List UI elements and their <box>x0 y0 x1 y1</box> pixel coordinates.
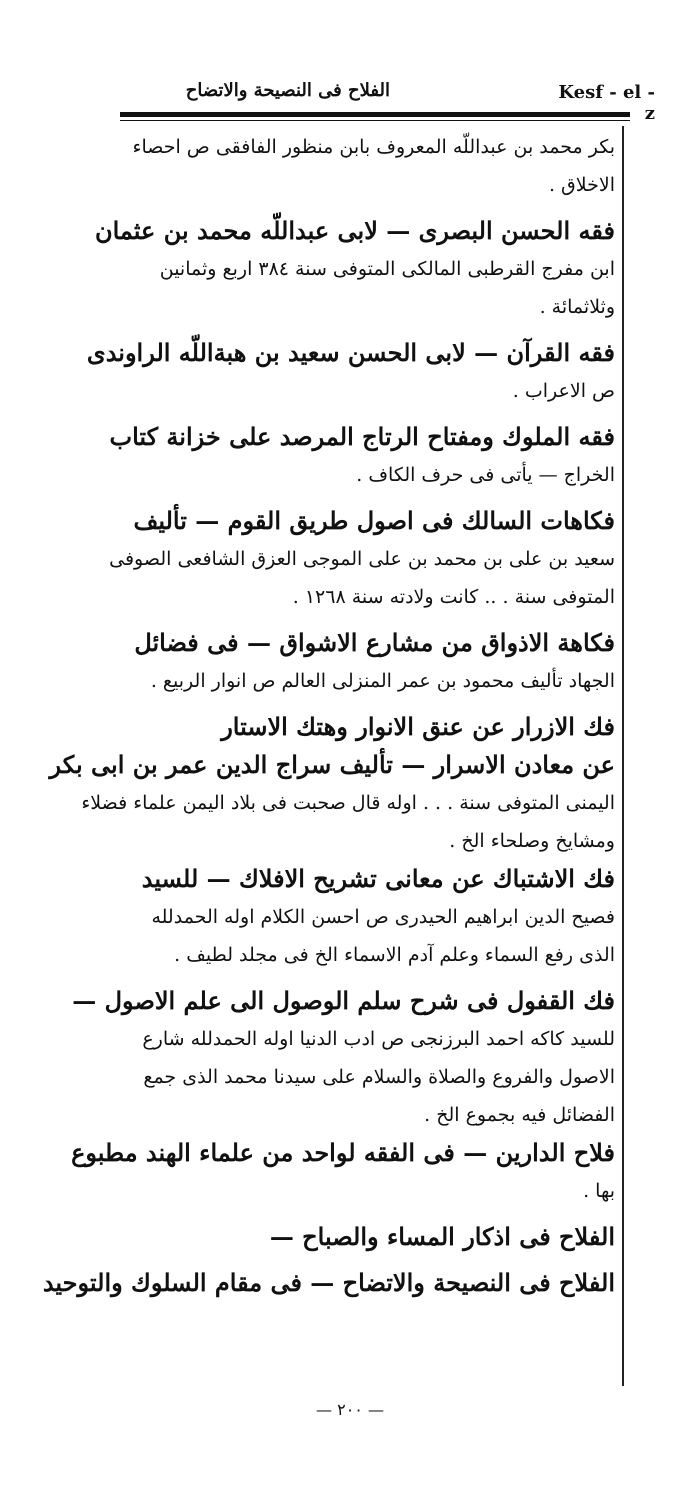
margin-rule <box>622 126 624 1386</box>
entry-line: للسيد كاكه احمد البرزنجى ص ادب الدنيا اوله الحمدلله شارع <box>142 1028 615 1050</box>
entry-heading: فلاح الدارين — فى الفقه لواحد من علماء الهند مطبوع <box>71 1138 615 1167</box>
entry-line: ابن مفرج القرطبى المالكى المتوفى سنة ٣٨٤ اربع وثمانين <box>159 258 615 280</box>
page-number: — ٢٠٠ — <box>316 1400 384 1419</box>
running-title-arabic: الفلاح فى النصيحة والاتضاح <box>185 80 390 101</box>
entry-heading: فكاهات السالك فى اصول طريق القوم — تأليف <box>133 506 615 535</box>
entry-line: سعيد بن على بن محمد بن على الموجى العزق الشافعى الصوفى <box>109 548 615 570</box>
running-title-latin: Kesf - el - z <box>558 82 655 124</box>
entry-line: اليمنى المتوفى سنة . . . اوله قال صحبت فى بلاد اليمن علماء فضلاء <box>81 792 615 814</box>
entry-heading: عن معادن الاسرار — تأليف سراج الدين عمر بن ابى بكر <box>49 750 615 779</box>
entry-line: الاصول والفروع والصلاة والسلام على سيدنا محمد الذى جمع <box>143 1066 615 1088</box>
entry-heading: فك الازرار عن عنق الانوار وهتك الاستار <box>221 712 615 741</box>
entry-line: الذى رفع السماء وعلم آدم الاسماء الخ فى مجلد لطيف . <box>174 944 615 966</box>
entry-line: الاخلاق . <box>548 174 615 196</box>
entry-line: وثلاثمائة . <box>539 296 615 318</box>
entry-line: الجهاد تأليف محمود بن عمر المنزلى العالم ص انوار الربيع . <box>150 670 615 692</box>
entry-line: ومشايخ وصلحاء الخ . <box>449 830 615 852</box>
entry-heading: فقه الملوك ومفتاح الرتاج المرصد على خزانة كتاب <box>109 422 615 451</box>
entry-heading: فك القفول فى شرح سلم الوصول الى علم الاصول — <box>72 986 615 1015</box>
entry-line: الفضائل فيه بجموع الخ . <box>424 1104 615 1126</box>
header-rule-thick <box>120 112 630 117</box>
entry-heading: فقه القرآن — لابى الحسن سعيد بن هبةاللّه الراوندى <box>86 338 615 367</box>
entry-heading: الفلاح فى اذكار المساء والصباح — <box>269 1222 615 1251</box>
entry-line: بكر محمد بن عبداللّه المعروف بابن منظور الفافقى ص احصاء <box>132 136 615 158</box>
entry-heading: فك الاشتباك عن معانى تشريح الافلاك — للسيد <box>141 864 615 893</box>
entry-line: المتوفى سنة . .. كانت ولادته سنة ١٢٦٨ . <box>292 586 615 608</box>
entry-line: الخراج — يأتى فى حرف الكاف . <box>356 464 615 486</box>
entry-heading: فكاهة الاذواق من مشارع الاشواق — فى فضائل <box>134 628 615 657</box>
entry-heading: الفلاح فى النصيحة والاتضاح — فى مقام السلوك والتوحيد <box>42 1268 615 1297</box>
header-rule-thin <box>120 120 630 121</box>
entry-line: بها . <box>583 1180 615 1202</box>
entries-body <box>42 128 615 1302</box>
entry-line: فصيح الدين ابراهيم الحيدرى ص احسن الكلام اوله الحمدلله <box>151 906 615 928</box>
entry-heading: فقه الحسن البصرى — لابى عبداللّه محمد بن عثمان <box>94 216 615 245</box>
entry-line: ص الاعراب . <box>512 380 615 402</box>
